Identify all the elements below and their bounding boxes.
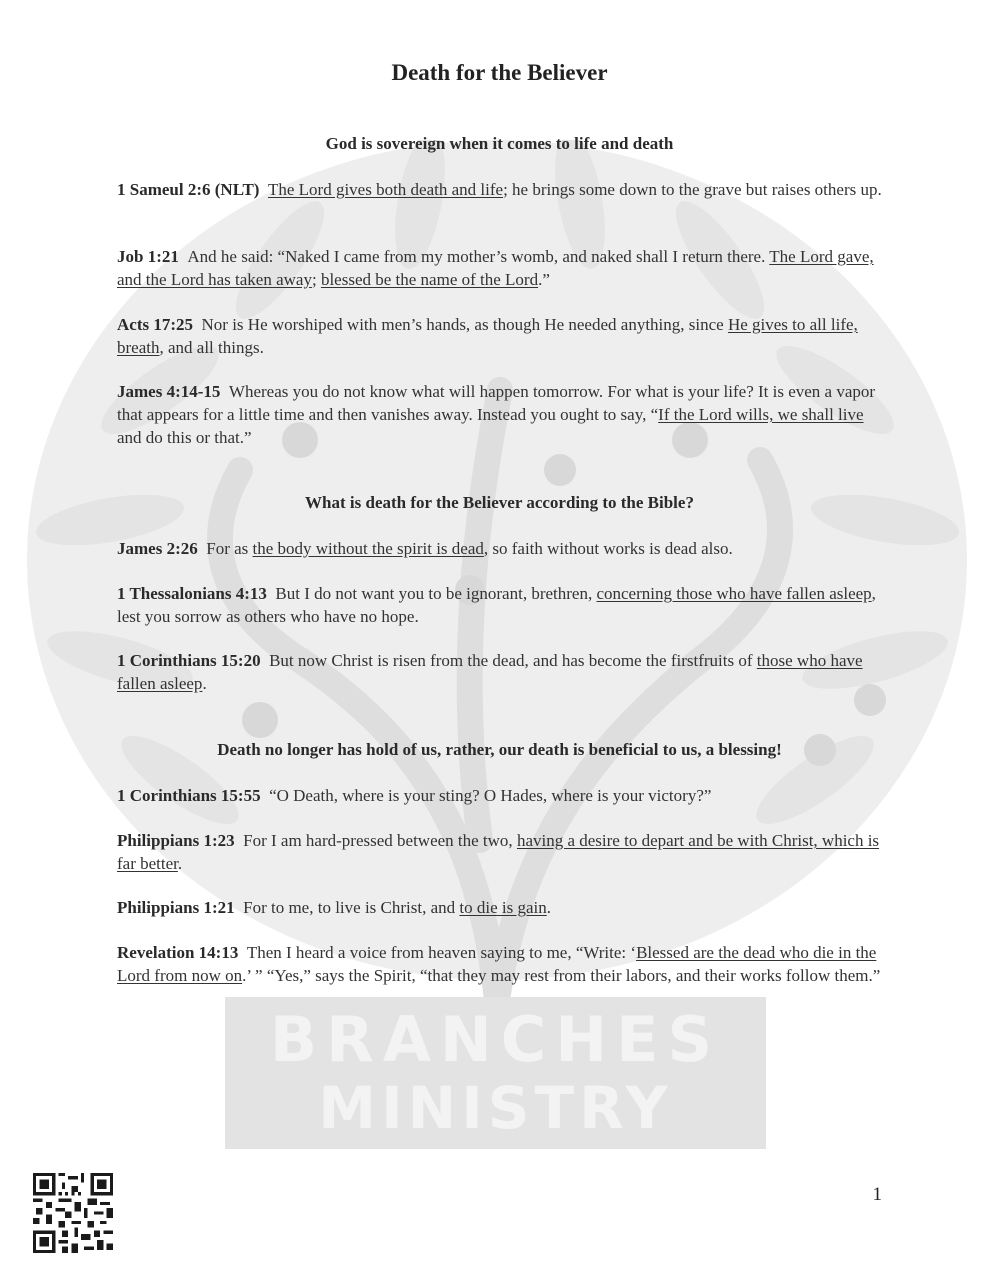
verse-text: , so faith without works is dead also.: [483, 539, 733, 558]
verse-1-corinthians-15-20: [117, 649, 882, 695]
verse-reference: 1 Corinthians 15:55: [117, 786, 261, 805]
verse-1-samuel-2-6: [117, 178, 882, 201]
verse-text: , lest you sorrow as others who have no hope.: [117, 584, 876, 626]
verse-text: But now Christ is risen from the dead, and has become the firstfruits of: [269, 651, 757, 670]
verse-reference: Philippians 1:21: [117, 898, 235, 917]
verse-text: and do this or that.”: [117, 428, 252, 447]
underlined-text: If the Lord wills, we shall live: [658, 405, 864, 424]
underlined-text: to die is gain: [459, 898, 547, 917]
verse-text: .: [202, 674, 207, 693]
verse-philippians-1-21: [117, 896, 882, 919]
underlined-text: The Lord gave, and the Lord has taken away: [117, 247, 874, 289]
verse-job-1-21: [117, 245, 882, 291]
verse-reference: 1 Corinthians 15:20: [117, 651, 261, 670]
verse-philippians-1-23: [117, 829, 882, 875]
verse-reference: Revelation 14:13: [117, 943, 239, 962]
qr-code-icon[interactable]: [33, 1173, 113, 1253]
verse-text: And he said: “Naked I came from my mother’s womb, and naked shall I return there.: [187, 247, 770, 266]
verse-reference: James 2:26: [117, 539, 198, 558]
branches-ministry-watermark: [225, 997, 766, 1149]
verse-reference: 1 Sameul 2:6 (NLT): [117, 180, 260, 199]
verse-reference: Acts 17:25: [117, 315, 194, 334]
watermark-line-2: MINISTRY: [318, 1074, 673, 1142]
verse-reference: Philippians 1:23: [117, 831, 235, 850]
underlined-text: having a desire to depart and be with Christ, which is far better: [117, 831, 880, 873]
underlined-text: the body without the spirit is dead: [252, 539, 484, 558]
verse-1-thessalonians-4-13: [117, 582, 882, 628]
verse-james-2-26: [117, 537, 882, 560]
underlined-text: those who have fallen asleep: [117, 651, 863, 693]
section-heading-sovereign: God is sovereign when it comes to life and death: [325, 134, 674, 153]
verse-revelation-14-13: [117, 941, 882, 987]
underlined-text: Blessed are the dead who die in the Lord from now on: [117, 943, 877, 985]
section-heading-death-for-believer: What is death for the Believer according to the Bible?: [305, 493, 694, 512]
verse-text: .”: [538, 270, 550, 289]
verse-text: For I am hard-pressed between the two,: [243, 831, 517, 850]
verse-james-4-14-15: [117, 380, 882, 449]
verse-text: .’ ” “Yes,” says the Spirit, “that they may rest from their labors, and their works follow them.”: [242, 966, 881, 985]
verse-text: .: [546, 898, 552, 917]
verse-text: Then I heard a voice from heaven saying to me, “Write: ‘: [246, 943, 637, 962]
verse-text: For to me, to live is Christ, and: [243, 898, 460, 917]
verse-text: But I do not want you to be ignorant, brethren,: [275, 584, 597, 603]
verse-text: ;: [311, 270, 321, 289]
verse-reference: James 4:14-15: [117, 382, 221, 401]
verse-acts-17-25: [117, 313, 882, 359]
document-title: Death for the Believer: [391, 60, 608, 85]
underlined-text: blessed be the name of the Lord: [320, 270, 539, 289]
watermark-line-1: BRANCHES: [269, 1003, 722, 1076]
verse-text: Whereas you do not know what will happen tomorrow. For what is your life? It is even a vapor that appears for a little time and then vanishes away. Instead you ought to say, “: [117, 382, 876, 424]
verse-text: .: [177, 854, 183, 873]
verse-reference: 1 Thessalonians 4:13: [117, 584, 267, 603]
verse-reference: Job 1:21: [117, 247, 179, 266]
underlined-text: He gives to all life, breath: [117, 315, 858, 357]
verse-text: , and all things.: [159, 338, 264, 357]
underlined-text: concerning those who have fallen asleep: [596, 584, 872, 603]
verse-text: “O Death, where is your sting? O Hades, where is your victory?”: [269, 786, 712, 805]
section-heading-death-blessing: Death no longer has hold of us, rather, our death is beneficial to us, a blessing!: [217, 740, 782, 759]
verse-1-corinthians-15-55: [117, 784, 882, 807]
verse-text: ; he brings some down to the grave but raises others up.: [503, 180, 882, 199]
page-number: 1: [872, 1184, 882, 1205]
underlined-text: The Lord gives both death and life: [267, 180, 504, 199]
verse-text: Nor is He worshiped with men’s hands, as though He needed anything, since: [201, 315, 728, 334]
verse-text: For as: [206, 539, 253, 558]
